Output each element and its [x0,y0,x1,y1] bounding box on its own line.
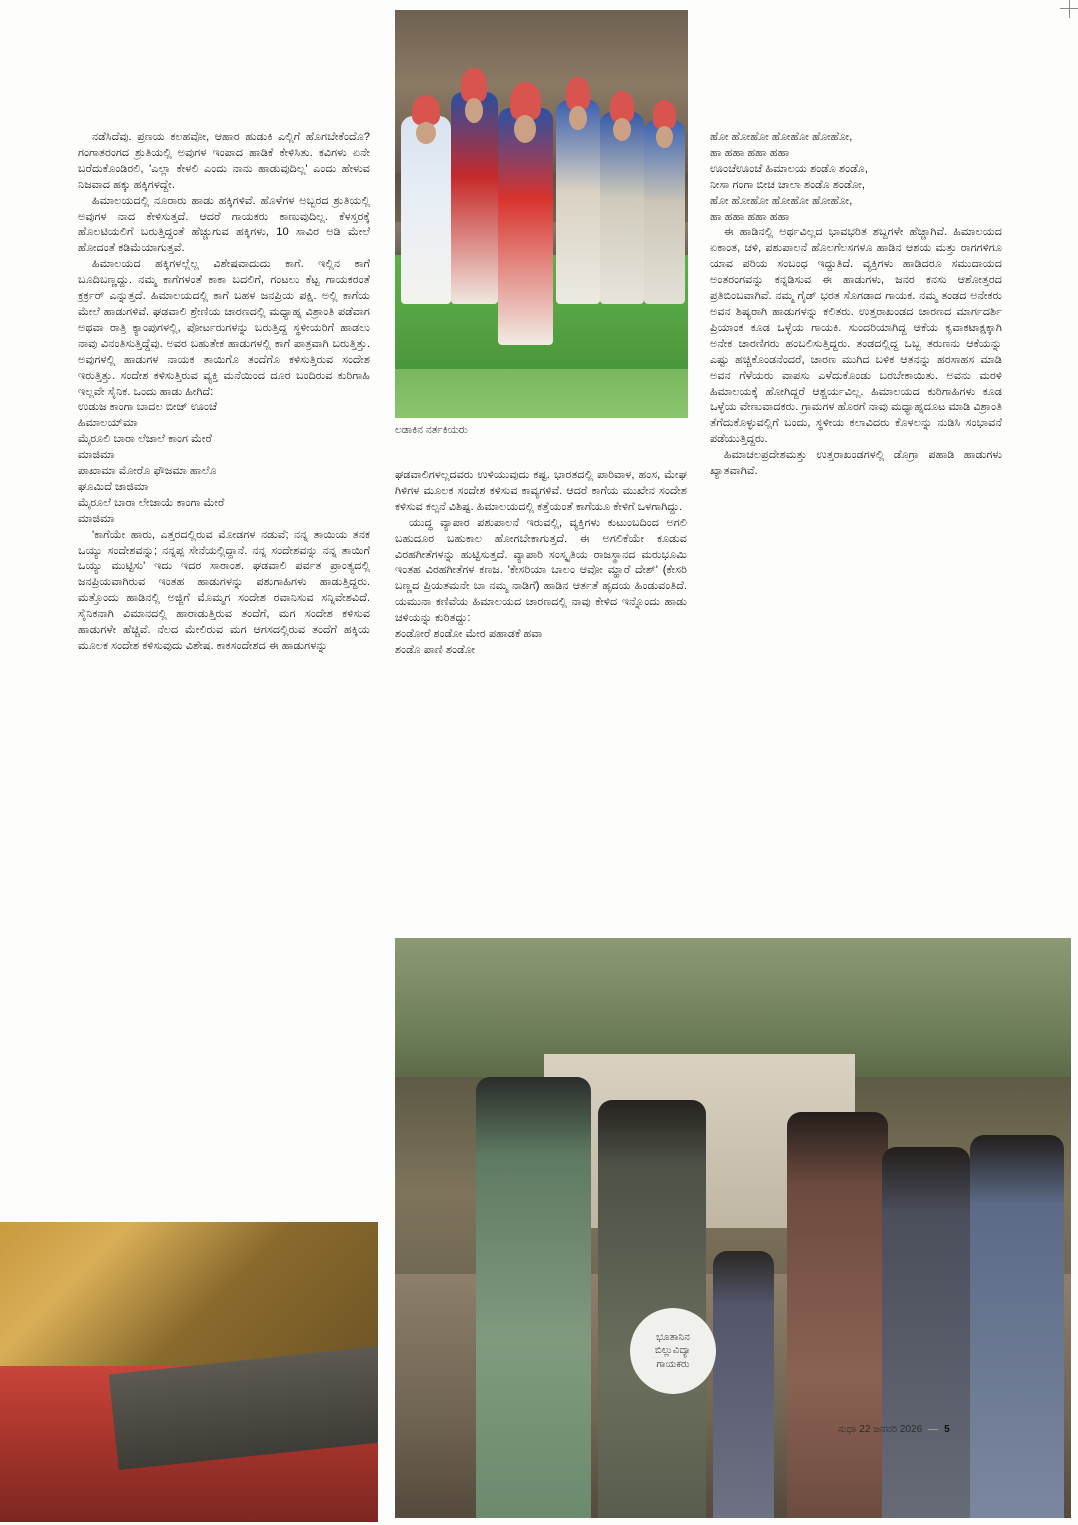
footer-issue-text: ಸುಧಾ 22 ಜನವರಿ 2026 [838,1424,923,1435]
page-number: 5 [944,1424,950,1435]
column-right [710,130,1002,480]
ladakh-dancers-caption: ಲಡಾಕಿನ ನರ್ತಕಿಯರು [395,424,468,436]
bhutan-archers-caption [630,1308,716,1394]
verse-line: ಹೋ ಹೋಹೋ ಹೋಹೋ ಹೋಹೋ, [710,131,853,143]
footer-divider [928,1429,938,1430]
column-middle [395,468,687,659]
caption-line: ಭೂತಾನಿನ [656,1332,690,1344]
ladakh-dancers-photo [395,10,688,418]
paragraph: ಹಿಮಾಲಯದಲ್ಲಿ ನೂರಾರು ಹಾಡು ಹಕ್ಕಿಗಳಿವೆ. ಹೊಳೆಗಳ ಅಬ್ಬರದ ಶ್ರುತಿಯಲ್ಲಿ ಅವುಗಳ ನಾದ ಕೇಳಿಸುತ್ತದೆ. ಆದರೆ ಗಾಯಕರು ಕಾಣುವುದಿಲ್ಲ. ಕೆಳಸ್ತರಕ್ಕೆ ಹೊಲಟಿಯಲಿಗೆ ಬರುತ್ತಿದ್ದಂತೆ ಹೆಚ್ಚುಗುವ ಹಕ್ಕಿಗಳು, 10 ಸಾವಿರ ಅಡಿ ಮೇಲೆ ಹೋದಂತೆ ಕಡಿಮೆಯಾಗುತ್ತವೆ. [78,194,370,255]
verse-line: ಹಿಮಾಲಯ್‌ಮಾ [78,417,138,430]
caption-line: ಗಾಯಕರು [656,1358,690,1370]
verse-line: ಶಂಡೊ ಪಾಣಿ ಶಂಡೋ [395,643,476,656]
paragraph: ಘಡವಾಲಿಗಳಲ್ಲದವರು ಉಳಿಯುವುದು ಕಷ್ಟ. ಭಾರತದಲ್ಲಿ ಪಾರಿವಾಳ, ಹಂಸ, ಮೇಘ ಗಿಳಿಗಳ ಮೂಲಕ ಸಂದೇಶ ಕಳಿಸುವ ಕಾವ್ಯಗಳಿವೆ. ಆದರೆ ಕಾಗೆಯ ಮುಖೇನ ಸಂದೇಶ ಕಳಿಸುವ ಕಲ್ಪನೆ ವಿಶಿಷ್ಟ. ಹಿಮಾಲಯದಲ್ಲಿ ಕತ್ತೆಯಂತೆ ಕಾಗೆಯೂ ಕೇಳಿಗೆ ಒಳಗಾಗಿದ್ದು. [395,469,687,513]
verse-line: ಪಾಖಾಮಾ ಮೋರೊ ಫೌಜಮಾ ಹಾಲೊ [78,465,217,478]
verse-line: ಮೈರೂಲಿ ಬಾರಾ ಲೆಜಾಲೆ ಕಾಂಗ ಮೇರೆ [78,433,212,446]
paragraph: ನಡೆಸಿದೆವು. ಪ್ರಣಯ ಕಲಹವೋ, ಆಹಾರ ಹುಡುಕಿ ಎಲ್ಲಿಗೆ ಹೊಗಬೇಕೆಂದೊ? ಗಂಗಾತರಂಗದ ಶ್ರುತಿಯಲ್ಲಿ ಅವುಗಳ ಇಂಪಾದ ಹಾಡಿಕೆ ಕೇಳಿಸಿತು. ಕವಿಗಳು ಏನೇ ಬರೆದುಕೊಂಡಿರಲಿ, 'ಎಲ್ಲಾ ಕೇಳಲಿ ಎಂದು ನಾನು ಹಾಡುವುದಿಲ್ಲ' ಎಂದು ಹೇಳುವ ನಿಜವಾದ ಹಕ್ಕು ಹಕ್ಕಿಗಳದ್ದೇ. [78,131,370,191]
verse-line: ಹಾ ಹಹಾ ಹಹಾ ಹಹಾ [710,146,790,159]
verse-line: ನೀಸಾ ಗಂಗಾ ಬೀಚ ಚಾಲಾ ಶಂಡೊ ಶಂಡೋ, [710,178,865,191]
crop-mark-horizontal [1060,8,1078,9]
verse-line: ಮಾಜಿಮಾ [78,449,115,462]
bird-feather-photo [0,1222,378,1522]
crop-mark-vertical [1069,0,1070,18]
paragraph: ಹಿಮಾಚಲಪ್ರದೇಶಮತ್ತು ಉತ್ತರಾಖಂಡಗಳಲ್ಲಿ ಡೊಗ್ರಾ ಪಹಾಡಿ ಹಾಡುಗಳು ಖ್ಯಾತವಾಗಿವೆ. [710,449,1002,478]
verse-line: ಮೈರೂಲೆ ಬಾರಾ ಲೇಜಾಯೆ ಕಾಂಗಾ ಮೇರೆ [78,496,225,509]
verse-line: ಮಾಜಿಮಾ [78,512,115,525]
column-left [78,130,370,655]
verse-line: ಉಡುಜ ಕಾಂಗಾ ಬಾದಲ ಬೀಜ್ ಊಂಚೆ [78,401,218,414]
paragraph: ಈ ಹಾಡಿನಲ್ಲಿ ಅರ್ಥವಿಲ್ಲದ ಭಾವಭರಿತ ಶಬ್ದಗಳೇ ಹೆಚ್ಚಾಗಿವೆ. ಹಿಮಾಲಯದ ಏಕಾಂತ, ಚಳಿ, ಪಶುಪಾಲನೆ ಹೊಲಗೆಲಸಗಳೂ ಹಾಡಿನ ಆಶಯ ಮತ್ತು ರಾಗಗಳಿಗೂ ಯಾವ ಪರಿಯ ಸಂಬಂಧ ಇದ್ದುತಿದೆ. ವ್ಯಕ್ತಿಗಳು ಹಾಡಿದರೂ ಸಮುದಾಯದ ಅಂತರಂಗವನ್ನು ಕನ್ನಡಿಸುವ ಈ ಹಾಡುಗಳು, ಜನರ ಕನಸು ಆಶೋತ್ತರದ ಪ್ರತಿಬಿಂಬವಾಗಿವೆ. ನಮ್ಮ ಗೈಡ್ ಭರತ ಸೊಗಡಾದ ಗಾಯಕ. ನಮ್ಮ ತಂಡದ ಅನೇಕರು ಅವನ ಶಿಷ್ಯರಾಗಿ ಹಾಡುಗಳನ್ನು ಕಲಿತರು. ಉತ್ತರಾಖಂಡದ ಚಾರಣದ ಮಾರ್ಗದರ್ಶಿ ಪ್ರಿಯಾಂಕ ಕೂಡ ಒಳ್ಳೆಯ ಗಾಯಕಿ. ಸುಂದರಿಯಾಗಿದ್ದ ಆಕೆಯ ಕೃವಾಕಟಾಕ್ಷಕ್ಕಾಗಿ ಅನೇಕ ಚಾರಣಿಗರು ಹಂಬಲಿಸುತ್ತಿದ್ದರು. ತಂಡದಲ್ಲಿದ್ದ ಒಬ್ಬ ತರುಣನು ಆಕೆಯನ್ನು ಎಷ್ಟು ಹಚ್ಚಿಕೊಂಡನೆಂದರೆ, ಚಾರಣ ಮುಗಿದ ಬಳಿಕ ಆತನನ್ನು ಹರಸಾಹಸ ಮಾಡಿ ಅವನ ಗೆಳೆಯರು ವಾಪಸು ಎಳೆದುಕೊಂಡು ಬರಬೇಕಾಯಿತು. ಅವನು ಮರಳಿ ಹಿಮಾಲಯಕ್ಕೆ ಹೋಗಿದ್ದರೆ ಆಶ್ಚರ್ಯವಿಲ್ಲ. ಹಿಮಾಲಯದ ಕುರಿಗಾಹಿಗಳು ಕೂಡ ಒಳ್ಳೆಯ ವೇಣುವಾದಕರು. ಗ್ರಾಮಗಳ ಹೊರಗೆ ನಾವು ಮಧ್ಯಾಹ್ನದೂಟ ಮಾಡಿ ವಿಶ್ರಾಂತಿ ತೆಗೆದುಕೊಳ್ಳುವಲ್ಲಿಗೆ ಬಂದು, ಸ್ಥಳೀಯ ಕಲಾವಿದರು ಕೊಳಲನ್ನು ನುಡಿಸಿ ಸಂಭಾವನೆ ಪಡೆಯುತ್ತಿದ್ದರು. [710,226,1002,446]
verse-line: ಹಾ ಹಹಾ ಹಹಾ ಹಹಾ [710,210,790,223]
caption-line: ಬಿಲ್ಲುವಿದ್ಯಾ [654,1345,692,1357]
verse-line: ಊಂಚೆಊಂಚೆ ಹಿಮಾಲಯ ಶಂಡೊ ಶಂಡೊ, [710,162,868,175]
paragraph: ಯುದ್ಧ ವ್ಯಾಪಾರ ಪಶುಪಾಲನೆ ಇರುವಲ್ಲಿ, ವ್ಯಕ್ತಿಗಳು ಕುಟುಂಬದಿಂದ ಅಗಲಿ ಬಹುದೂರ ಬಹುಕಾಲ ಹೋಗಬೇಕಾಗುತ್ತದೆ. ಈ ಅಗಲಿಕೆಯೇ ಕೂಡುವ ವಿರಹಗೀತೆಗಳನ್ನು ಹುಟ್ಟಿಸುತ್ತದೆ. ವ್ಯಾಪಾರಿ ಸಂಸ್ಕೃತಿಯ ರಾಜಸ್ಥಾನದ ಮರುಭೂಮಿ ಇಂತಹ ವಿರಹಗೀತೆಗಳ ಕಣಜ. 'ಕೇಸರಿಯಾ ಬಾಲಂ ಆವೋ ಮ್ಹಾರೆ ದೇಶ್' (ಕೇಸರಿ ಬಣ್ಣದ ಪ್ರಿಯತಮನೇ ಬಾ ನಮ್ಮ ನಾಡಿಗೆ) ಹಾಡಿನ ಆರ್ತತೆ ಹೃದಯ ಹಿಂಡುವಂತಿದೆ. ಯಮುನಾ ಕಣಿವೆಯ ಹಿಮಾಲಯದ ಚಾರಣದಲ್ಲಿ ನಾವು ಕೇಳಿದ ಇನ್ನೊಂದು ಹಾಡು ಚಳಿಯನ್ನು ಕುರಿತದ್ದು: [395,516,687,625]
verse-line: ಶಂಡೋರೆ ಶಂಡೋ ಮೇರ ಪಹಾಡಕೆ ಹವಾ [395,628,543,641]
page-footer [838,1424,1068,1435]
verse-line: ಹೋ ಹೋಹೋ ಹೋಹೋ ಹೋಹೋ, [710,194,853,207]
paragraph: ಹಿಮಾಲಯದ ಹಕ್ಕಿಗಳಲ್ಲೆಲ್ಲ ವಿಶೇಷವಾದುದು ಕಾಗೆ. ಇಲ್ಲಿನ ಕಾಗೆ ಬೂದಿಬಣ್ಣದ್ದು. ನಮ್ಮ ಕಾಗೆಗಳಂತೆ ಕಾಕಾ ಬದಲಿಗೆ, ಗಂಟಲು ಕೆಟ್ಟ ಗಾಯಕರಂತೆ ಕ್ರರ್ಕ್ರರ್ ಎನ್ನುತ್ತದೆ. ಹಿಮಾಲಯದಲ್ಲಿ ಕಾಗೆ ಬಹಳ ಜನಪ್ರಿಯ ಪಕ್ಷಿ. ಅಲ್ಲಿ ಕಾಗೆಯ ಮೇಲೆ ಹಾಡುಗಳಿವೆ. ಘಡವಾಲಿ ಶ್ರೇಣಿಯ ಚಾರಣದಲ್ಲಿ ಮಧ್ಯಾಹ್ನ ವಿಶ್ರಾಂತಿ ಪಡೆವಾಗ ಅಥವಾ ರಾತ್ರಿ ಕ್ಯಾಂಪುಗಳಲ್ಲಿ, ಪೋರ್ಟರುಗಳನ್ನು ಬರುತ್ತಿದ್ದ ಸ್ಥಳೀಯರಿಗೆ ಹಾಡಲು ನಾವು ವಿನಂತಿಸುತ್ತಿದ್ದೆವು. ಅವರ ಬಹುತೇಕ ಹಾಡುಗಳಲ್ಲಿ ಕಾಗೆ ಪಾತ್ರವಾಗಿ ಬರುತ್ತಿತ್ತು. ಅವುಗಳಲ್ಲಿ ಹಾಡುಗಳ ನಾಯಕ ತಾಯಿಗೊ ತಂದೆಗೊ ಕಳಿಸುತ್ತಿರುವ ಸಂದೇಶ ಇರುತ್ತಿತ್ತು. ಸಂದೇಶ ಕಳಿಸುತ್ತಿರುವ ವ್ಯಕ್ತಿ ಮನೆಯಿಂದ ದೂರ ಬಂದಿರುವ ಕುರಿಗಾಹಿ ಇಲ್ಲವೇ ಸೈನಿಕ. ಒಂದು ಹಾಡು ಹೀಗಿದೆ: [78,258,370,398]
paragraph: 'ಕಾಗೆಯೇ ಹಾರು, ಎತ್ತರದಲ್ಲಿರುವ ಮೋಡಗಳ ನಡುವೆ; ನನ್ನ ತಾಯಿಯ ತನಕ ಒಯ್ಯು ಸಂದೇಶವನ್ನು; ನನ್ನಪ್ಪ ಸೇನೆಯಲ್ಲಿದ್ದಾನೆ. ನನ್ನ ಸಂದೇಶವನ್ನು ನನ್ನ ತಾಯಿಗೆ ಒಯ್ಯು ಮುಟ್ಟಿಸು' ಇದು ಇದರ ಸಾರಾಂಶ. ಘಡವಾಲಿ ಪರ್ವತ ಪ್ರಾಂತ್ಯದಲ್ಲಿ ಜನಪ್ರಿಯವಾಗಿರುವ ಇಂತಹ ಹಾಡುಗಳನ್ನು ಪಶುಗಾಹಿಗಳು ಹಾಡುತ್ತಿದ್ದರು. ಮತ್ತೊಂದು ಹಾಡಿನಲ್ಲಿ ಅಜ್ಜಿಗೆ ಮೊಮ್ಮಗ ಸಂದೇಶ ರವಾನಿಸುವ ಸನ್ನಿವೇಶವಿದೆ. ಸೈನಿಕನಾಗಿ ವಿಮಾನದಲ್ಲಿ ಹಾರಾಡುತ್ತಿರುವ ತಂದೆಗೆ, ಮಗ ಸಂದೇಶ ಕಳಿಸುವ ಹಾಡುಗಳೇ ಹೆಚ್ಚಿವೆ. ನೆಲದ ಮೇಲಿರುವ ಮಗ ಆಗಸದಲ್ಲಿರುವ ತಂದೆಗೆ ಹಕ್ಕಿಯ ಮೂಲಕ ಸಂದೇಶ ಕಳಿಸುವುದು ವಿಶೇಷ. ಕಾಕಸಂದೇಶದ ಈ ಹಾಡುಗಳನ್ನು [78,528,370,652]
verse-line: ಘೂಮಿದೆ ಜಾಜಿಮಾ [78,480,149,493]
